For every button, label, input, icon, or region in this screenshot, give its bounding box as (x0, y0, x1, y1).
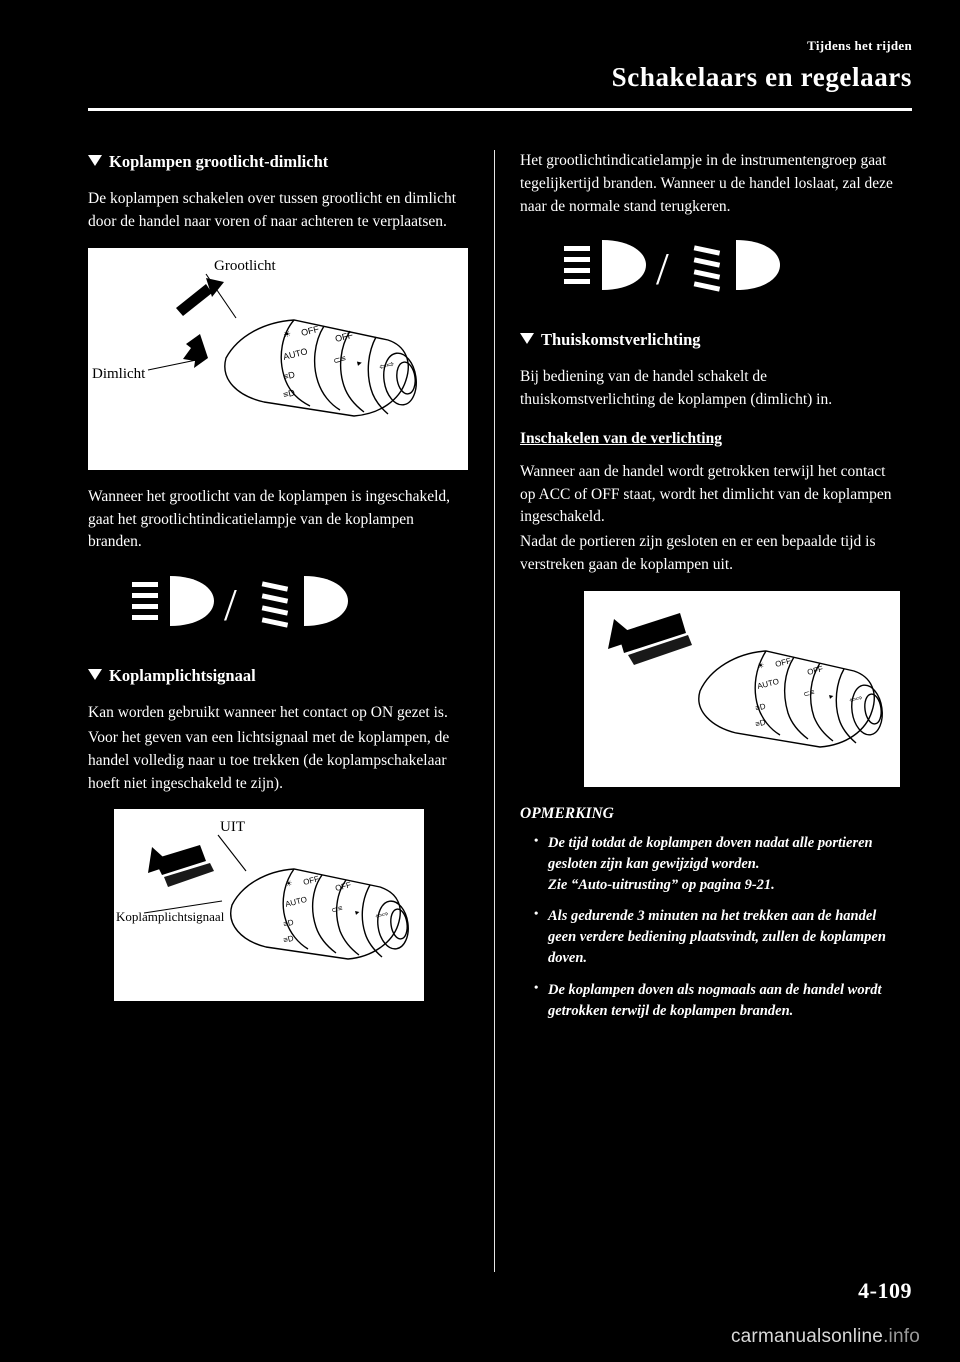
paragraph-koplampen-intro: De koplampen schakelen over tussen grootlicht en dimlicht door de handel naar voren of naar achteren te verplaatsen. (88, 190, 457, 231)
paragraph-grootlicht-indicatie: Wanneer het grootlicht van de koplampen is ingeschakeld, gaat het grootlichtindicatielampje van de koplampen branden. (88, 487, 451, 551)
svg-text:⊂≡: ⊂≡ (330, 903, 344, 916)
paragraph-lichtsignaal-1: Kan worden gebruikt wanneer het contact op ON gezet is. (88, 704, 448, 722)
subheading-inschakelen: Inschakelen van de verlichting (520, 429, 722, 447)
figure-1-label-left: Dimlicht (92, 365, 146, 382)
page-header (612, 38, 912, 93)
left-column (88, 150, 468, 1017)
svg-text:AUTO: AUTO (282, 346, 309, 362)
paragraph-grootlichtindicatie: Het grootlichtindicatielampje in de instrumentengroep gaat tegelijkertijd branden. Wanneer u de handel loslaat, zal deze naar de normale stand terugkeren. (520, 152, 893, 215)
page-number: 4-109 (858, 1278, 912, 1303)
svg-text:≡D: ≡D (282, 369, 296, 382)
section-heading-label: Koplampen grootlicht-dimlicht (109, 152, 329, 171)
svg-text:☀: ☀ (284, 878, 294, 890)
watermark-domain: .info (883, 1326, 920, 1347)
header-kicker: Tijdens het rijden (807, 38, 912, 53)
note-reference: Zie “Auto-uitrusting” op pagina 9-21. (548, 877, 775, 894)
page-title: Schakelaars en regelaars (611, 62, 912, 92)
figure-koplamplichtsignaal (114, 809, 424, 1001)
figure-1-label-top: Grootlicht (214, 257, 276, 274)
list-item (534, 980, 900, 1022)
paragraph-lichtsignaal-2: Voor het geven van een lichtsignaal met de koplampen, de handel volledig naar u toe trekken (de koplampschakelaar hoeft niet ingeschakeld te zijn). (88, 728, 450, 792)
section-heading-label: Thuiskomstverlichting (541, 330, 701, 350)
svg-text:▸: ▸ (828, 690, 835, 701)
svg-text:≡D: ≡D (754, 701, 767, 713)
note-text: Als gedurende 3 minuten na het trekken aan de handel geen verdere bediening plaatsvindt, zullen de koplampen doven. (548, 908, 886, 967)
figure-3-illustration (584, 591, 900, 787)
svg-text:⊂≡: ⊂≡ (332, 352, 347, 366)
svg-text:OFF: OFF (302, 874, 321, 888)
high-beam-low-beam-symbols-icon (128, 568, 428, 638)
symbol-row-high-low-beam-right (520, 232, 900, 310)
svg-text:⇦⇨: ⇦⇨ (374, 909, 390, 922)
note-title: OPMERKING (520, 804, 614, 822)
svg-text:AUTO: AUTO (756, 676, 780, 691)
note-text: De tijd totdat de koplampen doven nadat alle portieren gesloten zijn kan gewijzigd worden. (548, 835, 873, 873)
figure-2-label-top: UIT (220, 819, 245, 836)
svg-text:≡D: ≡D (282, 933, 295, 946)
triangle-bullet-icon (88, 155, 102, 166)
note-list (520, 833, 900, 1021)
watermark-text: carmanualsonline (730, 1326, 884, 1347)
svg-text:⊂≡: ⊂≡ (802, 687, 816, 699)
svg-text:OFF: OFF (334, 329, 354, 344)
svg-text:▸: ▸ (354, 907, 361, 918)
svg-text:AUTO: AUTO (284, 895, 308, 910)
figure-handel-trekken (584, 591, 900, 787)
svg-text:OFF: OFF (300, 323, 320, 338)
list-item (534, 833, 900, 896)
figure-2-label-left: Koplamplichtsignaal (116, 909, 225, 925)
figure-1-illustration (88, 248, 424, 470)
figure-2-illustration (114, 809, 424, 1001)
svg-text:≡D: ≡D (754, 717, 767, 729)
svg-text:☀: ☀ (282, 328, 293, 340)
symbol-row-high-low-beam (88, 568, 468, 646)
svg-text:/: / (656, 243, 669, 295)
note-text: De koplampen doven als nogmaals aan de handel wordt getrokken terwijl de koplampen branden. (548, 981, 882, 1019)
svg-text:▸: ▸ (356, 356, 363, 368)
high-beam-low-beam-symbols-icon (560, 232, 860, 302)
svg-text:≡D: ≡D (282, 387, 296, 400)
right-column (520, 150, 900, 1032)
triangle-bullet-icon (520, 333, 534, 344)
svg-text:≡D: ≡D (282, 917, 295, 930)
svg-text:OFF: OFF (806, 663, 825, 677)
watermark (731, 1326, 920, 1348)
svg-text:/: / (224, 579, 237, 631)
svg-text:⇦⇨: ⇦⇨ (848, 692, 864, 705)
section-heading-koplampen (88, 150, 468, 174)
svg-text:OFF: OFF (334, 880, 353, 894)
paragraph-inschakelen-2: Nadat de portieren zijn gesloten en er een bepaalde tijd is verstreken gaan de koplampen uit. (520, 533, 876, 573)
paragraph-inschakelen-1: Wanneer aan de handel wordt getrokken terwijl het contact op ACC of OFF staat, wordt het dimlicht van de koplampen ingeschakeld. (520, 462, 892, 526)
triangle-bullet-icon (88, 669, 102, 680)
list-item (534, 906, 900, 969)
svg-text:OFF: OFF (774, 655, 793, 669)
paragraph-thuiskomst-intro: Bij bediening van de handel schakelt de thuiskomstverlichting de koplampen (dimlicht) in. (520, 368, 833, 409)
svg-text:☀: ☀ (756, 660, 766, 671)
header-divider (88, 108, 912, 111)
section-heading-thuiskomstverlichting (520, 328, 900, 352)
column-divider (494, 150, 495, 1272)
section-heading-lichtsignaal (88, 664, 468, 688)
section-heading-label: Koplamplichtsignaal (109, 665, 256, 685)
figure-grootlicht-dimlicht (88, 248, 468, 470)
svg-text:⇦⇨: ⇦⇨ (378, 358, 396, 372)
